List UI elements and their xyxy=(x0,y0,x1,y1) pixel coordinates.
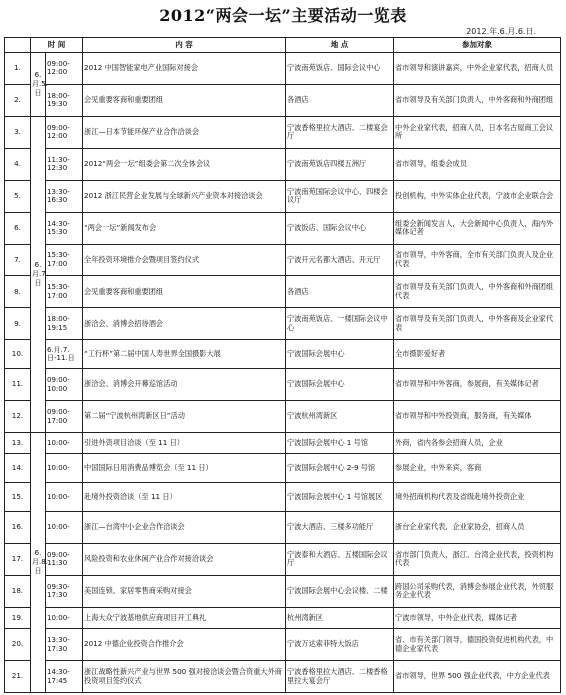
row-attendees: 浙台企业家代表，企业家协会，招商人员 xyxy=(394,512,561,544)
header-number xyxy=(5,38,31,53)
row-content: 浙洽会、消博会招待酒会 xyxy=(83,308,286,340)
row-time: 13:30-16:30 xyxy=(46,180,83,212)
row-time: 09:00-10:00 xyxy=(46,369,83,401)
row-venue: 宁波南苑饭店、国际会议中心 xyxy=(286,53,394,85)
row-attendees: 投创机构，中外实体企业代表，宁波市企业联合会 xyxy=(394,180,561,212)
row-attendees: 省市领导和中外客商，参展商，有关媒体记者 xyxy=(394,369,561,401)
row-venue: 杭州湾新区 xyxy=(286,607,394,628)
table-row xyxy=(5,244,561,276)
row-number: 10. xyxy=(5,340,31,369)
day-label: 6.月.8.日 xyxy=(31,433,46,693)
row-time: 09:00-17:00 xyxy=(46,401,83,433)
table-row xyxy=(5,629,561,661)
row-content: 风险投资和农业休闲产业合作对接洽谈会 xyxy=(83,543,286,575)
row-number: 17. xyxy=(5,543,31,575)
row-number: 3. xyxy=(5,116,31,148)
row-venue: 宁波国际会展中心 1 号馆展区 xyxy=(286,483,394,512)
row-number: 2. xyxy=(5,84,31,116)
row-attendees: 省市领导，中外客商，全市有关部门负责人及企业代表 xyxy=(394,244,561,276)
row-time: 6.月.7.日-11.日 xyxy=(46,340,83,369)
row-venue: 宁波泰和大酒店、五楼国际会议厅 xyxy=(286,543,394,575)
table-row xyxy=(5,369,561,401)
row-number: 16. xyxy=(5,512,31,544)
row-time: 09:30-17:30 xyxy=(46,575,83,607)
row-content: 中国国际日用消费品博览会（至 11 日） xyxy=(83,454,286,483)
day-label: 6.月.5.日 xyxy=(31,53,46,117)
table-row xyxy=(5,53,561,85)
row-time: 09:00-12:00 xyxy=(46,53,83,85)
row-attendees: 参展企业，中外来宾，客商 xyxy=(394,454,561,483)
row-content: 浙江—日本节能环保产业合作洽谈会 xyxy=(83,116,286,148)
document-title: 2012“两会一坛”主要活动一览表 xyxy=(159,6,407,25)
row-time: 10:00- xyxy=(46,607,83,628)
row-venue: 宁波香格里拉大酒店、二楼香格里拉大宴会厅 xyxy=(286,661,394,693)
table-row xyxy=(5,84,561,116)
row-number: 1. xyxy=(5,53,31,85)
row-number: 11. xyxy=(5,369,31,401)
row-venue: 各酒店 xyxy=(286,276,394,308)
row-attendees: 全市摄影爱好者 xyxy=(394,340,561,369)
row-number: 5. xyxy=(5,180,31,212)
row-content: 第二届“宁波杭州湾新区日”活动 xyxy=(83,401,286,433)
row-content: 浙江—台湾中小企业合作洽谈会 xyxy=(83,512,286,544)
row-time: 18:00-19:30 xyxy=(46,84,83,116)
row-venue: 各酒店 xyxy=(286,84,394,116)
table-row xyxy=(5,512,561,544)
row-time: 13:30-17:30 xyxy=(46,629,83,661)
header-content: 内 容 xyxy=(83,38,286,53)
row-venue: 宁波国际会展中心会议楼、二楼 xyxy=(286,575,394,607)
header-time: 时 间 xyxy=(31,38,83,53)
row-attendees: 省市领导和中外投资商，服务商，有关媒体 xyxy=(394,401,561,433)
table-row xyxy=(5,483,561,512)
row-content: 2012 浙江民营企业发展与全球新兴产业资本对接洽谈会 xyxy=(83,180,286,212)
row-number: 9. xyxy=(5,308,31,340)
row-attendees: 省市领导和演讲嘉宾，中外企业家代表，招商人员 xyxy=(394,53,561,85)
row-content: 引进外资项目洽谈（至 11 日） xyxy=(83,433,286,454)
table-row xyxy=(5,454,561,483)
row-attendees: 境外招商机构代表及省级赴境外投资企业 xyxy=(394,483,561,512)
row-number: 19. xyxy=(5,607,31,628)
row-venue: 宁波国际会展中心 xyxy=(286,340,394,369)
row-time: 10:00- xyxy=(46,433,83,454)
row-attendees: 省市领导，组委会成员 xyxy=(394,148,561,180)
row-content: 上海大众宁波基地供应商项目开工典礼 xyxy=(83,607,286,628)
row-content: 美国连锁、家居零售商采购对接会 xyxy=(83,575,286,607)
day-label: 6.月.7.日 xyxy=(31,116,46,432)
row-venue: 宁波南苑国际会议中心、四楼会议厅 xyxy=(286,180,394,212)
table-row xyxy=(5,148,561,180)
row-time: 14:30-15:30 xyxy=(46,212,83,244)
table-row xyxy=(5,116,561,148)
row-attendees: 省市领导及有关部门负责人，中外客商及企业家代表 xyxy=(394,308,561,340)
table-row xyxy=(5,212,561,244)
row-attendees: 外商，省内各参会招商人员，企业 xyxy=(394,433,561,454)
row-attendees: 省市领导及有关部门负责人，中外客商和外商团组代表 xyxy=(394,276,561,308)
row-venue: 宁波饭店、国际会议中心 xyxy=(286,212,394,244)
table-row xyxy=(5,401,561,433)
row-content: “工行杯”第二届中国人寿世界全国摄影大展 xyxy=(83,340,286,369)
table-row xyxy=(5,575,561,607)
row-number: 13. xyxy=(5,433,31,454)
row-time: 09:00-12:00 xyxy=(46,116,83,148)
row-time: 18:00-19:15 xyxy=(46,308,83,340)
row-content: 赴境外投资洽谈（至 11 日） xyxy=(83,483,286,512)
row-content: 全年投资环境推介会暨项目签约仪式 xyxy=(83,244,286,276)
row-attendees: 省、市有关部门领导，德国投资促进机构代表，中德企业家代表 xyxy=(394,629,561,661)
row-number: 21. xyxy=(5,661,31,693)
table-row xyxy=(5,661,561,693)
row-number: 6. xyxy=(5,212,31,244)
row-attendees: 省市领导及有关部门负责人，中外客商和外商团组 xyxy=(394,84,561,116)
row-time: 11:30-12:30 xyxy=(46,148,83,180)
table-row xyxy=(5,543,561,575)
row-attendees: 跨国公司采购代表，消博会参展企业代表，外贸服务企业代表 xyxy=(394,575,561,607)
row-venue: 宁波国际会展中心 xyxy=(286,369,394,401)
row-number: 14. xyxy=(5,454,31,483)
row-venue: 宁波国际会展中心 2-9 号馆 xyxy=(286,454,394,483)
row-venue: 宁波香格里拉大酒店、二楼宴会厅 xyxy=(286,116,394,148)
row-number: 20. xyxy=(5,629,31,661)
table-row xyxy=(5,340,561,369)
table-row xyxy=(5,308,561,340)
table-body xyxy=(5,53,561,693)
table-row xyxy=(5,433,561,454)
row-number: 8. xyxy=(5,276,31,308)
row-venue: 宁波万达索菲特大饭店 xyxy=(286,629,394,661)
row-attendees: 省市部门负责人，浙江、台湾企业代表，投资机构代表 xyxy=(394,543,561,575)
row-time: 10:00- xyxy=(46,512,83,544)
activity-table xyxy=(4,37,561,693)
row-content: 会见重要客商和重要团组 xyxy=(83,84,286,116)
table-row xyxy=(5,276,561,308)
row-venue: 宁波国际会展中心 1 号馆 xyxy=(286,433,394,454)
row-attendees: 组委会新闻发言人，大会新闻中心负责人，海内外媒体记者 xyxy=(394,212,561,244)
row-time: 15:30-17:00 xyxy=(46,244,83,276)
row-time: 10:00- xyxy=(46,454,83,483)
table-row xyxy=(5,180,561,212)
row-content: 2012“两会一坛”组委会第二次全体会议 xyxy=(83,148,286,180)
row-content: 浙洽会、消博会开幕巡馆活动 xyxy=(83,369,286,401)
row-content: 会见重要客商和重要团组 xyxy=(83,276,286,308)
row-time: 09:00-11:30 xyxy=(46,543,83,575)
row-content: “两会一坛”新闻发布会 xyxy=(83,212,286,244)
row-time: 15:30-17:00 xyxy=(46,276,83,308)
row-venue: 宁波大酒店、三楼多功能厅 xyxy=(286,512,394,544)
row-number: 12. xyxy=(5,401,31,433)
document-date: 2012.年.6.月.6.日. xyxy=(466,27,536,36)
row-content: 2012 中德企业投资合作推介会 xyxy=(83,629,286,661)
row-venue: 宁波开元名都大酒店、开元厅 xyxy=(286,244,394,276)
header-attendees: 参加对象 xyxy=(394,38,561,53)
row-content: 浙江战略性新兴产业与世界 500 强对接洽谈会暨合资重大外商投资项目签约仪式 xyxy=(83,661,286,693)
row-number: 15. xyxy=(5,483,31,512)
row-attendees: 宁波市领导，中外企业代表，媒体记者 xyxy=(394,607,561,628)
table-header-row xyxy=(5,38,561,53)
row-number: 18. xyxy=(5,575,31,607)
header-venue: 地 点 xyxy=(286,38,394,53)
table-row xyxy=(5,607,561,628)
row-time: 10:00- xyxy=(46,483,83,512)
row-venue: 宁波南苑饭店四楼五洲厅 xyxy=(286,148,394,180)
row-attendees: 中外企业家代表，招商人员，日本名古屋商工会议所 xyxy=(394,116,561,148)
row-venue: 宁波杭州湾新区 xyxy=(286,401,394,433)
row-venue: 宁波南苑饭店、一楼国际会议中心 xyxy=(286,308,394,340)
row-content: 2012 中国智能家电产业国际对接会 xyxy=(83,53,286,85)
row-attendees: 省市领导，世界 500 强企业代表，中方企业代表 xyxy=(394,661,561,693)
row-number: 7. xyxy=(5,244,31,276)
row-number: 4. xyxy=(5,148,31,180)
row-time: 14:30-17:45 xyxy=(46,661,83,693)
